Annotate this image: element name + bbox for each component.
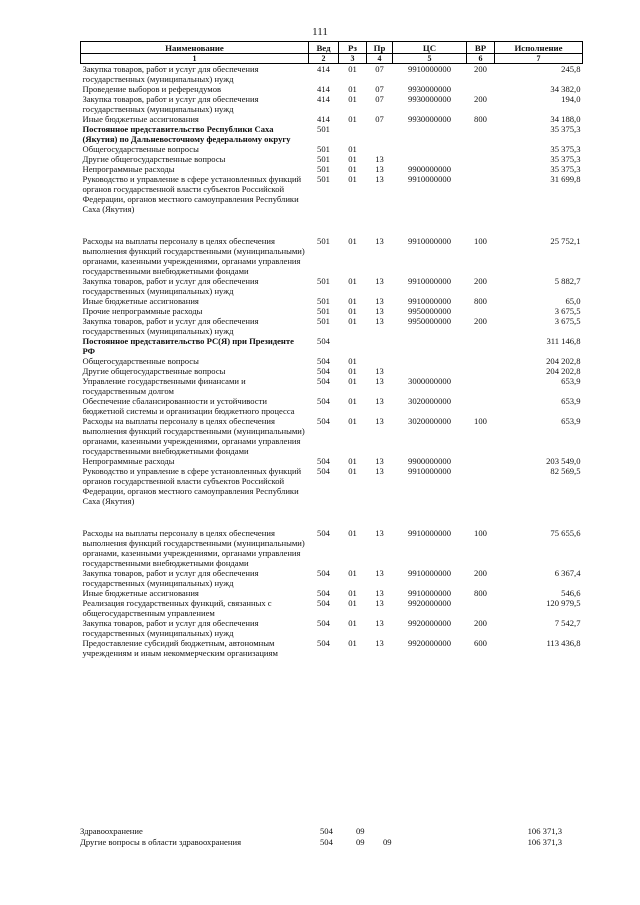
row-name: Другие общегосударственные вопросы <box>82 154 226 164</box>
row-rz: 01 <box>348 94 357 104</box>
table-row <box>81 598 583 618</box>
row-vr <box>467 174 495 214</box>
row-amount: 82 569,5 <box>550 466 581 476</box>
row-pr: 13 <box>375 618 384 628</box>
row-vr <box>467 396 495 416</box>
table-row <box>81 356 583 366</box>
row-vr <box>467 466 495 506</box>
row-ved: 501 <box>317 306 330 316</box>
row-rz <box>339 124 367 144</box>
row-amount: 204 202,8 <box>546 356 581 366</box>
row-vr: 800 <box>474 296 487 306</box>
col-number-1: 1 <box>81 54 309 64</box>
table-row <box>81 568 583 588</box>
tail-rz: 09 <box>356 837 365 847</box>
row-vr: 800 <box>474 114 487 124</box>
row-rz: 01 <box>348 376 357 386</box>
row-pr <box>367 144 393 154</box>
row-amount: 245,8 <box>561 64 581 74</box>
row-rz: 01 <box>348 316 357 326</box>
col-header-ved: Вед <box>309 42 339 54</box>
row-cs <box>393 124 467 144</box>
row-vr <box>467 144 495 154</box>
row-amount: 3 675,5 <box>554 316 581 326</box>
row-rz: 01 <box>348 236 357 246</box>
row-ved: 501 <box>317 236 330 246</box>
row-amount: 31 699,8 <box>550 174 581 184</box>
table-row <box>81 306 583 316</box>
row-cs: 9920000000 <box>408 618 451 628</box>
table-row <box>81 94 583 114</box>
row-amount: 5 882,7 <box>554 276 581 286</box>
table-row <box>81 144 583 154</box>
row-ved: 414 <box>317 64 330 74</box>
row-cs: 9910000000 <box>408 466 451 476</box>
col-header-vr: ВР <box>467 42 495 54</box>
row-name: Проведение выборов и референдумов <box>82 84 222 94</box>
table-header <box>81 42 583 64</box>
row-name: Непрограммные расходы <box>82 164 175 174</box>
budget-table <box>80 41 583 658</box>
row-cs: 9910000000 <box>408 296 451 306</box>
row-vr: 100 <box>474 528 487 538</box>
row-cs: 9950000000 <box>408 316 451 326</box>
row-ved: 501 <box>317 174 330 184</box>
row-cs: 9910000000 <box>408 236 451 246</box>
row-pr: 13 <box>375 236 384 246</box>
row-rz: 01 <box>348 568 357 578</box>
row-cs <box>393 336 467 356</box>
row-rz: 01 <box>348 466 357 476</box>
row-ved: 504 <box>317 598 330 608</box>
row-name: Управление государственными финансами и государственным долгом <box>82 376 246 396</box>
row-rz: 01 <box>348 638 357 648</box>
row-rz: 01 <box>348 396 357 406</box>
row-ved: 504 <box>317 618 330 628</box>
row-pr: 13 <box>375 376 384 386</box>
row-amount: 203 549,0 <box>546 456 581 466</box>
row-ved: 414 <box>317 114 330 124</box>
row-cs: 9950000000 <box>408 306 451 316</box>
col-header-name: Наименование <box>81 42 309 54</box>
row-rz: 01 <box>348 164 357 174</box>
row-name: Руководство и управление в сфере установленных функций органов государственной власти субъектов Российской Федерации, органов местного самоуправления Республики Саха (Якутия) <box>82 174 302 214</box>
row-pr: 13 <box>375 416 384 426</box>
row-rz: 01 <box>348 456 357 466</box>
tail-section <box>80 826 582 848</box>
table-row <box>81 528 583 568</box>
row-pr: 07 <box>375 64 384 74</box>
tail-name: Здравоохранение <box>80 826 143 836</box>
row-ved: 504 <box>317 336 330 346</box>
row-cs: 9910000000 <box>408 174 451 184</box>
row-name: Закупка товаров, работ и услуг для обеспечения государственных (муниципальных) нужд <box>82 276 259 296</box>
row-ved: 501 <box>317 296 330 306</box>
table-row <box>81 366 583 376</box>
tail-rz: 09 <box>356 826 365 836</box>
row-pr: 13 <box>375 396 384 406</box>
row-pr: 07 <box>375 114 384 124</box>
table-row <box>81 336 583 356</box>
row-rz: 01 <box>348 306 357 316</box>
row-vr: 100 <box>474 236 487 246</box>
row-pr: 13 <box>375 276 384 286</box>
row-name: Общегосударственные вопросы <box>82 356 199 366</box>
row-name: Предоставление субсидий бюджетным, автономным учреждениям и иным некоммерческим организациям <box>82 638 278 658</box>
row-rz: 01 <box>348 296 357 306</box>
row-cs <box>393 356 467 366</box>
row-vr: 200 <box>474 568 487 578</box>
row-rz: 01 <box>348 528 357 538</box>
table-row <box>81 64 583 85</box>
row-ved: 414 <box>317 94 330 104</box>
row-rz: 01 <box>348 114 357 124</box>
table-row <box>81 174 583 214</box>
row-cs: 9920000000 <box>408 638 451 648</box>
table-row <box>81 588 583 598</box>
row-pr: 07 <box>375 84 384 94</box>
row-spacer-cell <box>81 214 583 236</box>
row-amount: 311 146,8 <box>546 336 581 346</box>
row-pr <box>367 356 393 366</box>
row-vr: 800 <box>474 588 487 598</box>
row-amount: 7 542,7 <box>554 618 581 628</box>
row-spacer <box>81 506 583 528</box>
tail-amount: 106 371,3 <box>527 837 562 847</box>
col-header-cs: ЦС <box>393 42 467 54</box>
row-name: Расходы на выплаты персоналу в целях обеспечения выполнения функций государственными (муниципальными) органами, казенными учреждениями, органами управления государственными внебюджетными фондами <box>82 416 305 456</box>
row-vr <box>467 336 495 356</box>
row-ved: 501 <box>317 154 330 164</box>
row-pr: 13 <box>375 174 384 184</box>
row-cs: 3000000000 <box>408 376 451 386</box>
row-cs: 9910000000 <box>408 64 451 74</box>
row-vr: 200 <box>474 64 487 74</box>
col-number-6: 6 <box>467 54 495 64</box>
row-pr: 13 <box>375 466 384 476</box>
row-vr: 100 <box>474 416 487 426</box>
row-name: Реализация государственных функций, связанных с общегосударственным управлением <box>82 598 272 618</box>
table-body <box>81 64 583 659</box>
row-rz: 01 <box>348 366 357 376</box>
row-name: Постоянное представительство Республики Саха (Якутия) по Дальневосточному федеральному округу <box>82 124 291 144</box>
row-name: Иные бюджетные ассигнования <box>82 296 199 306</box>
row-amount: 35 375,3 <box>550 164 581 174</box>
table-row <box>81 84 583 94</box>
row-amount: 25 752,1 <box>550 236 581 246</box>
row-cs: 9900000000 <box>408 456 451 466</box>
row-amount: 653,9 <box>561 396 581 406</box>
row-ved: 504 <box>317 466 330 476</box>
tail-name: Другие вопросы в области здравоохранения <box>80 837 242 847</box>
row-name: Расходы на выплаты персоналу в целях обеспечения выполнения функций государственными (муниципальными) органами, казенными учреждениями, органами управления государственными внебюджетными фондами <box>82 528 305 568</box>
row-pr: 13 <box>375 456 384 466</box>
row-vr <box>467 366 495 376</box>
row-vr <box>467 598 495 618</box>
table-row <box>81 164 583 174</box>
row-pr: 13 <box>375 306 384 316</box>
row-amount: 113 436,8 <box>546 638 581 648</box>
row-name: Руководство и управление в сфере установленных функций органов государственной власти субъектов Российской Федерации, органов местного самоуправления Республики Саха (Якутия) <box>82 466 302 506</box>
row-ved: 504 <box>317 376 330 386</box>
col-header-pr: Пр <box>367 42 393 54</box>
row-name: Закупка товаров, работ и услуг для обеспечения государственных (муниципальных) нужд <box>82 316 259 336</box>
table-row <box>81 124 583 144</box>
row-ved: 501 <box>317 276 330 286</box>
table-row <box>81 396 583 416</box>
row-vr <box>467 154 495 164</box>
row-rz: 01 <box>348 598 357 608</box>
row-amount: 546,6 <box>561 588 581 598</box>
row-name: Обеспечение сбалансированности и устойчивости бюджетной системы и организации бюджетного процесса <box>82 396 295 416</box>
row-vr <box>467 456 495 466</box>
table-row <box>81 114 583 124</box>
table-row <box>81 296 583 306</box>
table-row <box>81 376 583 396</box>
row-vr <box>467 164 495 174</box>
row-ved: 504 <box>317 356 330 366</box>
row-amount: 35 375,3 <box>550 144 581 154</box>
row-cs: 3020000000 <box>408 416 451 426</box>
row-amount: 653,9 <box>561 376 581 386</box>
row-cs: 9930000000 <box>408 84 451 94</box>
row-name: Непрограммные расходы <box>82 456 175 466</box>
row-rz: 01 <box>348 64 357 74</box>
table-row <box>81 466 583 506</box>
row-ved: 504 <box>317 416 330 426</box>
row-cs <box>393 154 467 164</box>
row-name: Постоянное представительство РС(Я) при Президенте РФ <box>82 336 294 356</box>
row-vr: 200 <box>474 316 487 326</box>
row-cs: 9910000000 <box>408 568 451 578</box>
row-pr: 13 <box>375 598 384 608</box>
col-number-4: 4 <box>367 54 393 64</box>
row-rz: 01 <box>348 84 357 94</box>
page-number: 111 <box>312 26 328 38</box>
row-rz: 01 <box>348 174 357 184</box>
row-ved: 504 <box>317 638 330 648</box>
row-name: Другие общегосударственные вопросы <box>82 366 226 376</box>
tail-amount: 106 371,3 <box>527 826 562 836</box>
row-ved: 501 <box>317 164 330 174</box>
col-number-7: 7 <box>495 54 583 64</box>
row-ved: 504 <box>317 396 330 406</box>
col-number-3: 3 <box>339 54 367 64</box>
row-pr: 13 <box>375 366 384 376</box>
row-amount: 204 202,8 <box>546 366 581 376</box>
row-rz: 01 <box>348 276 357 286</box>
row-name: Прочие непрограммные расходы <box>82 306 203 316</box>
row-amount: 34 188,0 <box>550 114 581 124</box>
row-ved: 504 <box>317 456 330 466</box>
row-vr: 200 <box>474 618 487 628</box>
col-header-rz: Рз <box>339 42 367 54</box>
row-amount: 35 375,3 <box>550 154 581 164</box>
row-name: Иные бюджетные ассигнования <box>82 588 199 598</box>
tail-row <box>80 826 582 837</box>
row-cs: 9910000000 <box>408 588 451 598</box>
col-header-amount: Исполнение <box>495 42 583 54</box>
row-ved: 504 <box>317 366 330 376</box>
row-rz: 01 <box>348 356 357 366</box>
row-vr <box>467 124 495 144</box>
row-amount: 6 367,4 <box>554 568 581 578</box>
row-ved: 414 <box>317 84 330 94</box>
row-cs: 9910000000 <box>408 528 451 538</box>
row-cs: 9930000000 <box>408 114 451 124</box>
row-ved: 504 <box>317 588 330 598</box>
row-pr <box>367 336 393 356</box>
row-spacer-cell <box>81 506 583 528</box>
row-vr: 200 <box>474 94 487 104</box>
row-pr: 13 <box>375 638 384 648</box>
row-ved: 501 <box>317 144 330 154</box>
row-cs: 9930000000 <box>408 94 451 104</box>
row-cs: 9900000000 <box>408 164 451 174</box>
table-row <box>81 236 583 276</box>
row-pr: 13 <box>375 528 384 538</box>
row-rz: 01 <box>348 144 357 154</box>
row-pr: 13 <box>375 154 384 164</box>
table-row <box>81 154 583 164</box>
row-name: Закупка товаров, работ и услуг для обеспечения государственных (муниципальных) нужд <box>82 64 259 84</box>
row-pr: 13 <box>375 316 384 326</box>
row-pr: 13 <box>375 588 384 598</box>
row-pr: 07 <box>375 94 384 104</box>
row-pr: 13 <box>375 296 384 306</box>
row-name: Расходы на выплаты персоналу в целях обеспечения выполнения функций государственными (муниципальными) органами, казенными учреждениями, органами управления государственными внебюджетными фондами <box>82 236 305 276</box>
row-amount: 75 655,6 <box>550 528 581 538</box>
row-vr <box>467 306 495 316</box>
row-vr <box>467 356 495 366</box>
row-rz <box>339 336 367 356</box>
row-name: Иные бюджетные ассигнования <box>82 114 199 124</box>
tail-pr: 09 <box>383 837 392 847</box>
col-number-2: 2 <box>309 54 339 64</box>
row-rz: 01 <box>348 154 357 164</box>
row-cs: 3020000000 <box>408 396 451 406</box>
tail-row <box>80 837 582 848</box>
row-name: Общегосударственные вопросы <box>82 144 199 154</box>
row-vr <box>467 376 495 396</box>
row-spacer <box>81 214 583 236</box>
table-row <box>81 618 583 638</box>
row-pr <box>367 124 393 144</box>
col-number-5: 5 <box>393 54 467 64</box>
row-amount: 65,0 <box>565 296 581 306</box>
row-cs: 9920000000 <box>408 598 451 608</box>
row-amount: 653,9 <box>561 416 581 426</box>
row-amount: 35 375,3 <box>550 124 581 134</box>
row-cs <box>393 366 467 376</box>
row-name: Закупка товаров, работ и услуг для обеспечения государственных (муниципальных) нужд <box>82 94 259 114</box>
row-vr: 600 <box>474 638 487 648</box>
row-amount: 194,0 <box>561 94 581 104</box>
row-name: Закупка товаров, работ и услуг для обеспечения государственных (муниципальных) нужд <box>82 568 259 588</box>
tail-ved: 504 <box>320 826 333 836</box>
table-row <box>81 638 583 658</box>
row-rz: 01 <box>348 416 357 426</box>
row-ved: 501 <box>317 124 330 134</box>
row-cs <box>393 144 467 154</box>
row-ved: 504 <box>317 528 330 538</box>
row-rz: 01 <box>348 618 357 628</box>
row-pr: 13 <box>375 164 384 174</box>
row-ved: 504 <box>317 568 330 578</box>
row-cs: 9910000000 <box>408 276 451 286</box>
table-row <box>81 316 583 336</box>
row-amount: 34 382,0 <box>550 84 581 94</box>
row-amount: 120 979,5 <box>546 598 581 608</box>
row-ved: 501 <box>317 316 330 326</box>
table-row <box>81 416 583 456</box>
row-amount: 3 675,5 <box>554 306 581 316</box>
table-row <box>81 456 583 466</box>
row-name: Закупка товаров, работ и услуг для обеспечения государственных (муниципальных) нужд <box>82 618 259 638</box>
row-vr <box>467 84 495 94</box>
row-rz: 01 <box>348 588 357 598</box>
table-row <box>81 276 583 296</box>
row-vr: 200 <box>474 276 487 286</box>
row-pr: 13 <box>375 568 384 578</box>
tail-ved: 504 <box>320 837 333 847</box>
